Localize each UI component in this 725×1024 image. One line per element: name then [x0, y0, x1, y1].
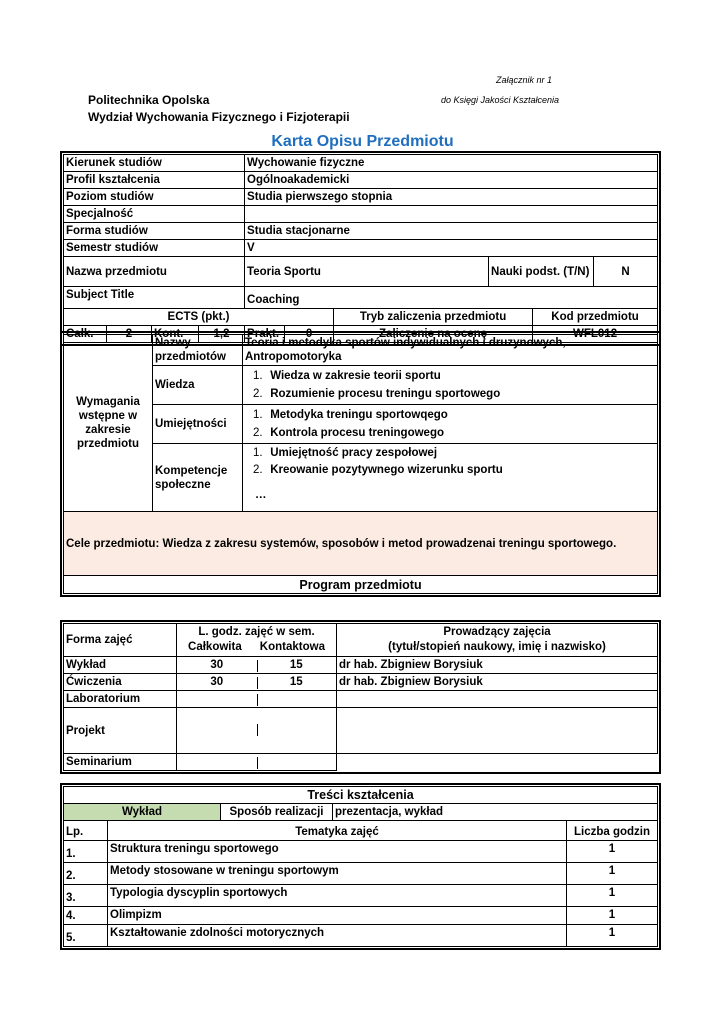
practical-value: 0 — [285, 326, 334, 343]
class-total-hours: 30 — [177, 657, 257, 674]
topic-text: Metody stosowane w treningu sportowym — [108, 863, 567, 885]
prereq-table — [63, 334, 658, 594]
basic-sci-label: Nauki podst. (T/N) — [489, 257, 594, 287]
class-teacher: dr hab. Zbigniew Borysiuk — [337, 657, 658, 674]
contact-hours-header: Kontaktowa — [259, 641, 325, 653]
knowledge-label: Wiedza — [153, 366, 243, 405]
mode-header: Tryb zaliczenia przedmiotu — [334, 309, 533, 326]
skills-item: 2. Kontrola procesu treningowego — [253, 427, 444, 439]
class-form: Laboratorium — [64, 691, 177, 708]
class-form: Wykład — [64, 657, 177, 674]
subject-name-label: Nazwa przedmiotu — [64, 257, 245, 287]
social-item: 1. Umiejętność pracy zespołowej — [253, 447, 438, 459]
topic-lp: 5. — [64, 925, 108, 947]
attachment-note: Załącznik nr 1 — [496, 75, 553, 85]
class-form: Ćwiczenia — [64, 674, 177, 691]
code-header: Kod przedmiotu — [533, 309, 658, 326]
class-total-hours — [177, 708, 257, 754]
contact-value: 1,2 — [199, 326, 245, 343]
prereq-names-value: Teoria i metodyka sportów indywidualnych i druzynowych, Antropomotoryka — [243, 335, 658, 366]
subject-title-value: Coaching — [245, 287, 658, 309]
class-form: Seminarium — [64, 754, 177, 771]
topic-text: Struktura treningu sportowego — [108, 841, 567, 863]
university-name: Politechnika Opolska — [88, 93, 210, 107]
info-label: Kierunek studiów — [64, 155, 245, 172]
class-total-hours — [177, 754, 257, 771]
topic-hours: 1 — [567, 885, 658, 907]
document-title: Karta Opisu Przedmiotu — [271, 133, 454, 150]
lp-header: Lp. — [64, 821, 108, 841]
skills-label: Umiejętności — [153, 405, 243, 444]
ects-header: ECTS (pkt.) — [64, 309, 334, 326]
info-value: Studia stacjonarne — [245, 223, 658, 240]
info-value: Studia pierwszego stopnia — [245, 189, 658, 206]
practical-label: Prakt. — [245, 326, 285, 343]
topic-hours: 1 — [567, 907, 658, 925]
topic-text: Typologia dyscyplin sportowych — [108, 885, 567, 907]
info-table — [63, 154, 658, 343]
topic-text: Olimpizm — [108, 907, 567, 925]
social-ellipsis: … — [255, 489, 267, 501]
topic-lp: 2. — [64, 863, 108, 885]
info-value — [245, 206, 658, 223]
topic-hours: 1 — [567, 925, 658, 947]
class-total-hours: 30 — [177, 674, 257, 691]
class-teacher — [337, 754, 658, 771]
info-label: Poziom studiów — [64, 189, 245, 206]
subject-name-value: Teoria Sportu — [245, 257, 489, 287]
topic-text: Kształtowanie zdolności motorycznych — [108, 925, 567, 947]
topic-header: Tematyka zajęć — [108, 821, 567, 841]
teacher-subheader: (tytuł/stopień naukowy, imię i nazwisko) — [388, 641, 606, 653]
topic-hours: 1 — [567, 841, 658, 863]
contact-label: Kont. — [152, 326, 199, 343]
class-teacher — [337, 708, 658, 754]
social-item: 2. Kreowanie pozytywnego wizerunku sportu — [253, 464, 503, 476]
method-label: Sposób realizacji — [221, 804, 333, 821]
skills-item: 1. Metodyka treningu sportowqego — [253, 409, 448, 421]
topic-lp: 3. — [64, 885, 108, 907]
info-value: Ogólnoakademicki — [245, 172, 658, 189]
class-contact-hours: 15 — [289, 659, 303, 671]
content-table — [63, 786, 658, 947]
form-header: Forma zajęć — [64, 624, 177, 657]
class-total-hours — [177, 691, 257, 708]
class-form: Projekt — [64, 708, 177, 754]
topic-hours: 1 — [567, 863, 658, 885]
total-value: 2 — [107, 326, 152, 343]
course-goals: Cele przedmiotu: Wiedza z zakresu systemów, sposobów i metod prowadzenai treningu sportowego. — [64, 512, 658, 576]
topic-lp: 1. — [64, 841, 108, 863]
faculty-name: Wydział Wychowania Fizycznego i Fizjoterapii — [88, 110, 350, 124]
topic-lp: 4. — [64, 907, 108, 925]
classes-table — [63, 623, 658, 771]
info-label: Forma studiów — [64, 223, 245, 240]
info-value: V — [245, 240, 658, 257]
class-teacher: dr hab. Zbigniew Borysiuk — [337, 674, 658, 691]
content-type: Wykład — [64, 804, 221, 821]
info-label: Profil kształcenia — [64, 172, 245, 189]
knowledge-item: 2. Rozumienie procesu treningu sportowego — [253, 388, 501, 400]
subject-title-label: Subject Title — [64, 287, 245, 309]
class-teacher — [337, 691, 658, 708]
knowledge-item: 1. Wiedza w zakresie teorii sportu — [253, 370, 441, 382]
basic-sci-value: N — [594, 257, 658, 287]
content-title: Treści kształcenia — [64, 787, 658, 804]
program-title: Program przedmiotu — [64, 576, 658, 594]
mode-value: Zaliczenie na ocenę — [334, 326, 533, 343]
class-contact-hours: 15 — [289, 676, 303, 688]
total-hours-header: Całkowita — [188, 641, 242, 653]
teacher-header: Prowadzący zajęcia — [443, 626, 551, 638]
info-label: Semestr studiów — [64, 240, 245, 257]
total-label: Całk. — [64, 326, 107, 343]
code-value: WFL012 — [533, 326, 658, 343]
social-label: Kompetencje społeczne — [153, 444, 243, 512]
prereq-names-label: Nazwy przedmiotów — [153, 335, 243, 366]
info-value: Wychowanie fizyczne — [245, 155, 658, 172]
quality-book-note: do Księgi Jakości Kształcenia — [441, 95, 560, 105]
info-label: Specjalność — [64, 206, 245, 223]
prereq-label: Wymagania wstępne w zakresie przedmiotu — [64, 335, 153, 512]
hours-col-header: Liczba godzin — [567, 821, 658, 841]
method-value: prezentacja, wykład — [333, 804, 658, 821]
hours-header: L. godz. zajęć w sem. — [198, 626, 315, 638]
